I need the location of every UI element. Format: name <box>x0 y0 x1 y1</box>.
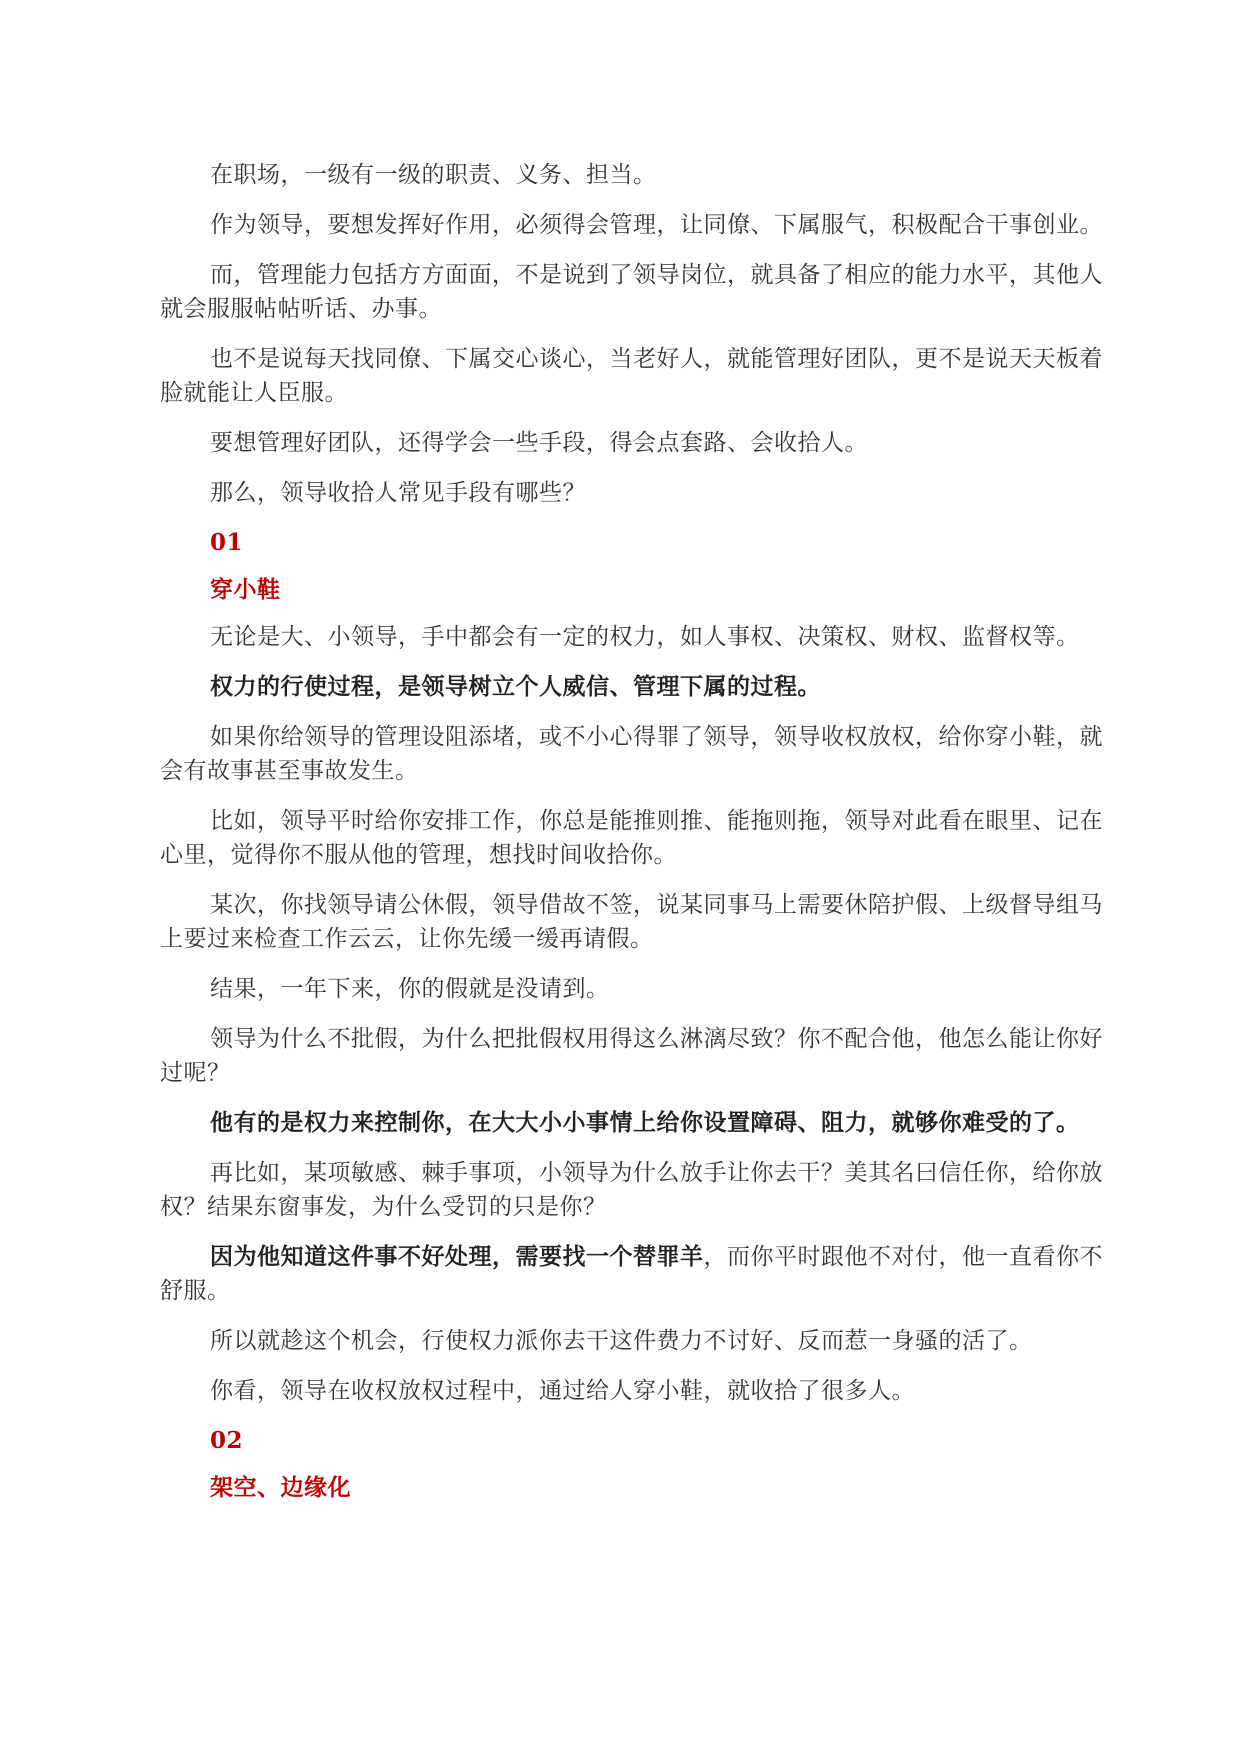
bold-paragraph: 他有的是权力来控制你，在大大小小事情上给你设置障碍、阻力，就够你难受的了。 <box>210 1109 1080 1136</box>
section-title: 架空、边缘化 <box>210 1474 351 1501</box>
paragraph: 也不是说每天找同僚、下属交心谈心，当老好人，就能管理好团队，更不是说天天板着脸就能让人臣服。 <box>160 346 1103 406</box>
paragraph: 比如，领导平时给你安排工作，你总是能推则推、能拖则拖，领导对此看在眼里、记在心里，觉得你不服从他的管理，想找时间收拾你。 <box>160 808 1103 868</box>
paragraph: 结果，一年下来，你的假就是没请到。 <box>210 976 610 1002</box>
paragraph: 而，管理能力包括方方面面，不是说到了领导岗位，就具备了相应的能力水平，其他人就会服服帖帖听话、办事。 <box>160 262 1103 322</box>
paragraph: 那么，领导收拾人常见手段有哪些？ <box>210 480 586 506</box>
paragraph: 如果你给领导的管理设阻添堵，或不小心得罪了领导，领导收权放权，给你穿小鞋，就会有故事甚至事故发生。 <box>160 724 1103 784</box>
mixed-paragraph <box>160 1240 1105 1308</box>
section-number: 02 <box>210 1427 244 1454</box>
document-page <box>160 158 1105 1518</box>
plain-run: ，而你平时跟他不对付，他一直看你不舒服。 <box>160 1244 1103 1304</box>
paragraph: 要想管理好团队，还得学会一些手段，得会点套路、会收拾人。 <box>210 430 868 456</box>
section-number: 01 <box>210 529 244 556</box>
paragraph: 某次，你找领导请公休假，领导借故不签，说某同事马上需要休陪护假、上级督导组马上要过来检查工作云云，让你先缓一缓再请假。 <box>160 892 1103 952</box>
bold-paragraph: 权力的行使过程，是领导树立个人威信、管理下属的过程。 <box>210 673 821 700</box>
paragraph: 作为领导，要想发挥好作用，必须得会管理，让同僚、下属服气，积极配合干事创业。 <box>210 212 1103 238</box>
paragraph: 在职场，一级有一级的职责、义务、担当。 <box>210 162 657 188</box>
bold-run: 因为他知道这件事不好处理，需要找一个替罪羊 <box>210 1243 704 1270</box>
paragraph: 领导为什么不批假，为什么把批假权用得这么淋漓尽致？你不配合他，他怎么能让你好过呢？ <box>160 1026 1103 1086</box>
paragraph: 无论是大、小领导，手中都会有一定的权力，如人事权、决策权、财权、监督权等。 <box>210 624 1080 650</box>
paragraph: 你看，领导在收权放权过程中，通过给人穿小鞋，就收拾了很多人。 <box>210 1378 915 1404</box>
paragraph: 所以就趁这个机会，行使权力派你去干这件费力不讨好、反而惹一身骚的活了。 <box>210 1328 1033 1354</box>
section-title: 穿小鞋 <box>210 576 281 603</box>
paragraph: 再比如，某项敏感、棘手事项，小领导为什么放手让你去干？美其名曰信任你，给你放权？结果东窗事发，为什么受罚的只是你？ <box>160 1160 1103 1220</box>
